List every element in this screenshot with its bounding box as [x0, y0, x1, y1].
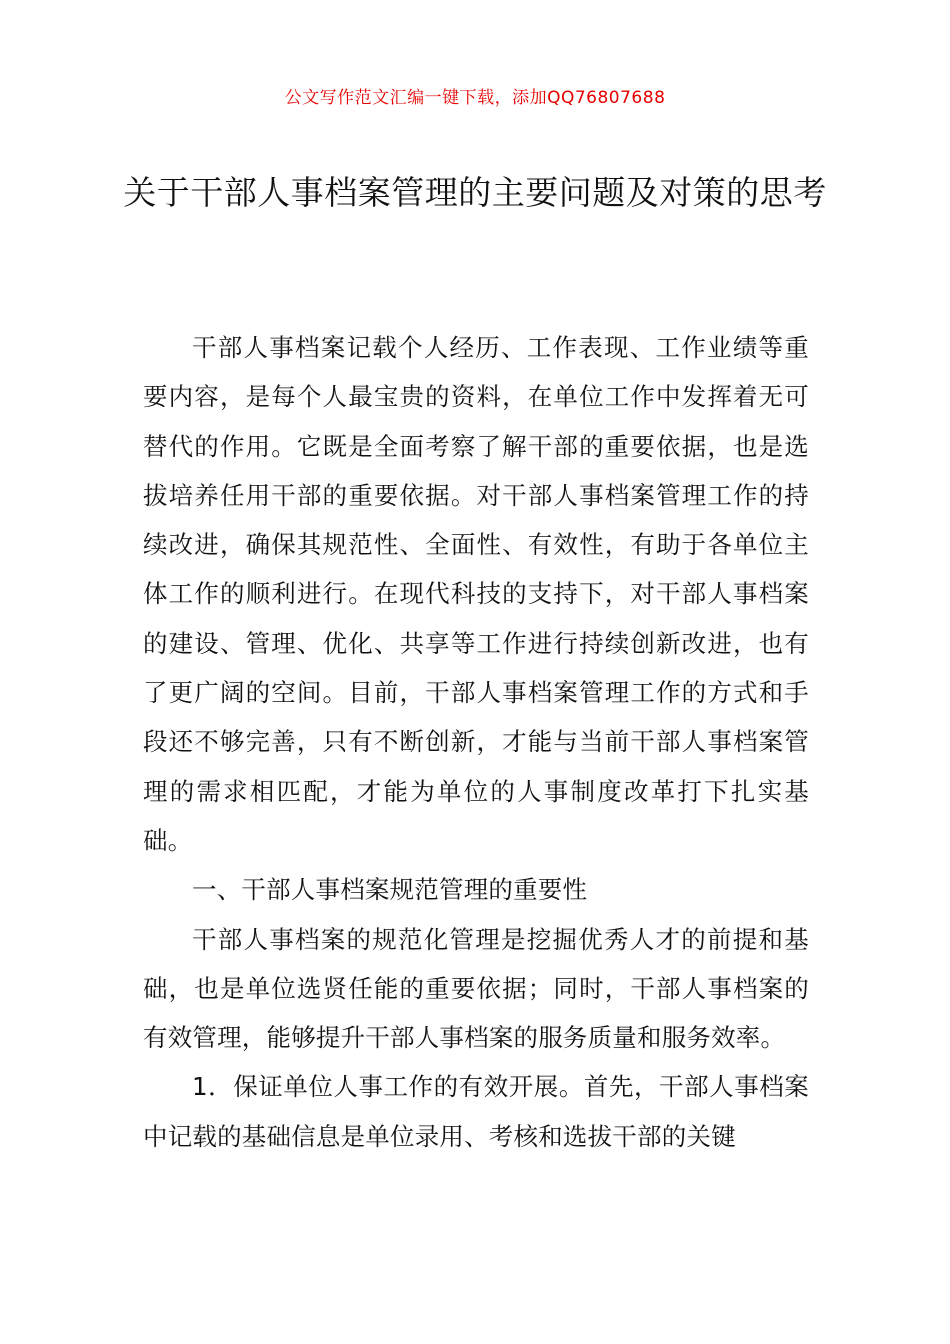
intro-paragraph: 干部人事档案记载个人经历、工作表现、工作业绩等重要内容，是每个人最宝贵的资料，在单位工作中发挥着无可替代的作用。它既是全面考察了解干部的重要依据，也是选拔培养任用干部的重要依据。对干部人事档案管理工作的持续改进，确保其规范性、全面性、有效性，有助于各单位主体工作的顺利进行。在现代科技的支持下，对干部人事档案的建设、管理、优化、共享等工作进行持续创新改进，也有了更广阔的空间。目前，干部人事档案管理工作的方式和手段还不够完善，只有不断创新，才能与当前干部人事档案管理的需求相匹配，才能为单位的人事制度改革打下扎实基础。: [143, 333, 809, 855]
numbered-paragraph: 1．保证单位人事工作的有效开展。首先，干部人事档案中记载的基础信息是单位录用、考核和选拔干部的关键: [143, 1072, 809, 1151]
document-body: [143, 323, 809, 1161]
section-paragraph: 干部人事档案的规范化管理是挖掘优秀人才的前提和基础，也是单位选贤任能的重要依据；同时，干部人事档案的有效管理，能够提升干部人事档案的服务质量和服务效率。: [143, 924, 809, 1053]
document-title: 关于干部人事档案管理的主要问题及对策的思考: [123, 173, 827, 212]
header-download-note: 公文写作范文汇编一键下载，添加QQ76807688: [284, 88, 666, 108]
section-heading: 一、干部人事档案规范管理的重要性: [192, 875, 588, 905]
